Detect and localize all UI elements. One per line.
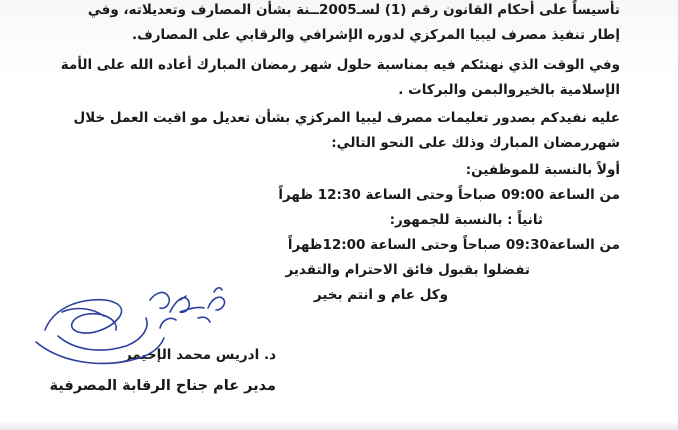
paragraph-1-line-2: إطار تنفيذ مصرف ليبيا المركزي لدوره الإشرافي والرقابي على المصارف.: [131, 27, 620, 43]
section-1-hours: من الساعة 09:00 صباحاً وحتى الساعة 12:30 ظهراً: [278, 187, 620, 203]
signatory-name: د. ادريس محمد الإحيمر: [123, 347, 276, 363]
paragraph-2-line-1: وفي الوقت الذي نهنئكم فيه بمناسبة حلول شهر رمضان المبارك أعاده الله على الأمة: [60, 57, 620, 73]
page-bottom-shadow: [0, 420, 678, 430]
paragraph-3-line-1: عليه نفيدكم بصدور تعليمات مصرف ليبيا المركزي بشأن تعديل مو اقيت العمل خلال: [73, 110, 620, 126]
closing-line: تفضلوا بقبول فائق الاحترام والتقدير: [285, 262, 530, 278]
section-1-heading: أولاً بالنسبة للموظفين:: [465, 162, 620, 178]
paragraph-1-line-1: تأسيساً على أحكام القانون رقم (1) لسـ2005ــنة بشأن المصارف وتعديلاته، وفي: [87, 2, 620, 18]
section-2-hours: من الساعة09:30 صباحاً وحتى الساعة 12:00ظهراً: [287, 237, 620, 253]
signature-icon: [0, 270, 320, 380]
greeting-line: وكل عام و انتم بخير: [313, 287, 448, 303]
section-2-heading: ثانياً : بالنسبة للجمهور:: [389, 212, 543, 228]
paragraph-2-line-2: الإسلامية بالخيروالبمن والبركات .: [398, 82, 620, 98]
signatory-title: مدير عام جناح الرقابة المصرفية: [49, 378, 276, 394]
paragraph-3-line-2: شهررمضان المبارك وذلك على النحو التالي:: [331, 135, 620, 151]
